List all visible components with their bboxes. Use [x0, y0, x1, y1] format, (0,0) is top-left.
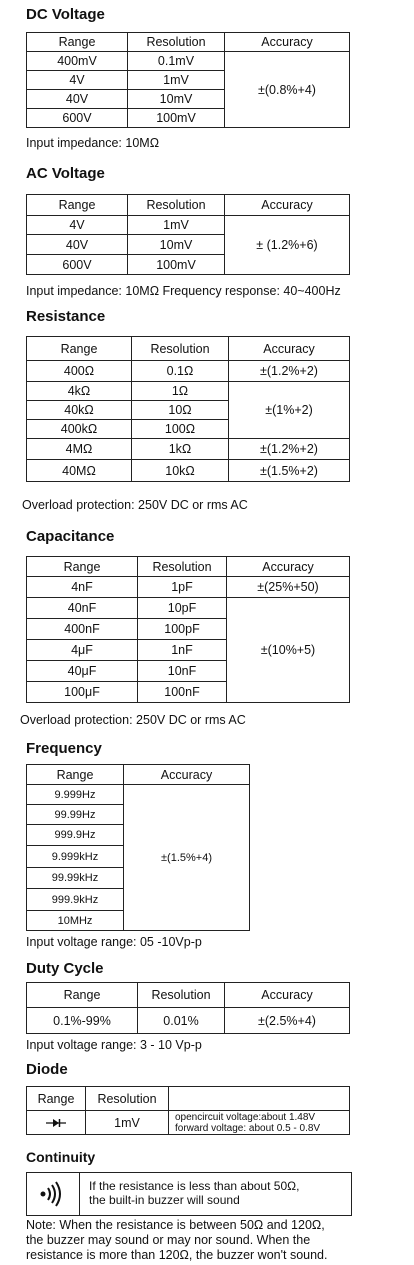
- table-cell: 10kΩ: [132, 460, 229, 482]
- table-cell: 4V: [27, 71, 128, 90]
- table-cell: 40μF: [27, 661, 138, 682]
- dc-voltage-table: [26, 32, 350, 128]
- table-cell: 10pF: [138, 598, 227, 619]
- table-cell: 4V: [27, 216, 128, 235]
- continuity-note: [26, 1218, 327, 1263]
- table-cell: 100mV: [128, 109, 225, 128]
- table-cell: 9.999kHz: [27, 846, 124, 868]
- accuracy-cell: ±(1.5%+2): [229, 460, 350, 482]
- table-cell: 4MΩ: [27, 439, 132, 460]
- table-cell: 1mV: [128, 216, 225, 235]
- table-cell: 4kΩ: [27, 382, 132, 401]
- accuracy-cell: ±(1.2%+2): [229, 361, 350, 382]
- table-cell: 99.99kHz: [27, 868, 124, 889]
- header-resolution: Resolution: [128, 33, 225, 52]
- duty-cycle-title: Duty Cycle: [26, 960, 104, 977]
- continuity-line-2: the built-in buzzer will sound: [89, 1193, 240, 1207]
- header-range: Range: [27, 337, 132, 361]
- table-cell: 9.999Hz: [27, 785, 124, 805]
- table-cell: 1mV: [128, 71, 225, 90]
- header-range: Range: [27, 765, 124, 785]
- table-cell: 40MΩ: [27, 460, 132, 482]
- frequency-note: Input voltage range: 05 -10Vp-p: [26, 935, 202, 949]
- table-cell: 0.1mV: [128, 52, 225, 71]
- resistance-note: Overload protection: 250V DC or rms AC: [22, 498, 248, 512]
- table-cell: 10nF: [138, 661, 227, 682]
- ac-voltage-title: AC Voltage: [26, 165, 105, 182]
- diode-icon: [27, 1111, 86, 1135]
- table-cell: 100Ω: [132, 420, 229, 439]
- header-accuracy: Accuracy: [229, 337, 350, 361]
- dc-voltage-note: Input impedance: 10MΩ: [26, 136, 160, 150]
- table-cell: 100μF: [27, 682, 138, 703]
- header-resolution: Resolution: [138, 983, 225, 1008]
- table-cell: 10mV: [128, 90, 225, 109]
- ac-voltage-note: Input impedance: 10MΩ Frequency response: 40~400Hz: [26, 284, 341, 298]
- duty-cycle-table: [26, 982, 350, 1034]
- table-cell: 1mV: [86, 1111, 169, 1135]
- buzzer-icon: [27, 1173, 80, 1215]
- table-cell: 400Ω: [27, 361, 132, 382]
- accuracy-cell: ±(1.2%+2): [229, 439, 350, 460]
- table-cell: 0.1%-99%: [27, 1008, 138, 1034]
- table-cell: 999.9kHz: [27, 889, 124, 911]
- header-accuracy: Accuracy: [124, 765, 250, 785]
- continuity-box: [26, 1172, 352, 1216]
- empty-header-cell: [169, 1087, 350, 1111]
- forward-voltage: forward voltage: about 0.5 - 0.8V: [175, 1122, 321, 1134]
- header-accuracy: Accuracy: [225, 33, 350, 52]
- table-cell: 10mV: [128, 235, 225, 255]
- diode-title: Diode: [26, 1061, 68, 1078]
- accuracy-cell: ±(2.5%+4): [225, 1008, 350, 1034]
- continuity-line-1: If the resistance is less than about 50Ω,: [89, 1179, 300, 1193]
- resistance-table: [26, 336, 350, 482]
- header-accuracy: Accuracy: [225, 983, 350, 1008]
- table-cell: 1pF: [138, 577, 227, 598]
- table-cell: 100nF: [138, 682, 227, 703]
- dc-voltage-title: DC Voltage: [26, 6, 105, 23]
- frequency-title: Frequency: [26, 740, 102, 757]
- header-range: Range: [27, 33, 128, 52]
- accuracy-cell: ±(0.8%+4): [225, 52, 350, 128]
- accuracy-cell: ± (1.2%+6): [225, 216, 350, 275]
- table-cell: 100pF: [138, 619, 227, 640]
- note-line-2: the buzzer may sound or may nor sound. When the: [26, 1233, 311, 1247]
- header-range: Range: [27, 983, 138, 1008]
- table-cell: 99.99Hz: [27, 805, 124, 825]
- frequency-table: [26, 764, 250, 931]
- table-cell: 400nF: [27, 619, 138, 640]
- note-line-1: Note: When the resistance is between 50Ω and 120Ω,: [26, 1218, 325, 1232]
- header-resolution: Resolution: [138, 557, 227, 577]
- table-cell: 400kΩ: [27, 420, 132, 439]
- table-cell: 40nF: [27, 598, 138, 619]
- table-cell: 600V: [27, 255, 128, 275]
- diode-table: [26, 1086, 350, 1135]
- resistance-title: Resistance: [26, 308, 106, 325]
- note-line-3: resistance is more than 120Ω, the buzzer won't sound.: [26, 1248, 328, 1262]
- table-cell: 4μF: [27, 640, 138, 661]
- table-cell: 1kΩ: [132, 439, 229, 460]
- accuracy-cell: ±(1.5%+4): [124, 785, 250, 931]
- table-cell: 10Ω: [132, 401, 229, 420]
- table-cell: 999.9Hz: [27, 825, 124, 846]
- header-accuracy: Accuracy: [227, 557, 350, 577]
- table-cell: 40V: [27, 90, 128, 109]
- table-cell: 10MHz: [27, 911, 124, 931]
- table-cell: 40kΩ: [27, 401, 132, 420]
- table-cell: 0.1Ω: [132, 361, 229, 382]
- ac-voltage-table: [26, 194, 350, 275]
- header-resolution: Resolution: [86, 1087, 169, 1111]
- continuity-title: Continuity: [26, 1149, 96, 1165]
- header-accuracy: Accuracy: [225, 195, 350, 216]
- header-range: Range: [27, 557, 138, 577]
- open-circuit-voltage: opencircuit voltage:about 1.48V: [175, 1111, 316, 1123]
- capacitance-note: Overload protection: 250V DC or rms AC: [20, 713, 246, 727]
- table-cell: 40V: [27, 235, 128, 255]
- table-cell: 1nF: [138, 640, 227, 661]
- accuracy-cell: ±(25%+50): [227, 577, 350, 598]
- table-cell: 600V: [27, 109, 128, 128]
- accuracy-cell: ±(10%+5): [227, 598, 350, 703]
- header-resolution: Resolution: [128, 195, 225, 216]
- table-cell: 100mV: [128, 255, 225, 275]
- table-cell: 400mV: [27, 52, 128, 71]
- table-cell: 0.01%: [138, 1008, 225, 1034]
- accuracy-cell: ±(1%+2): [229, 382, 350, 439]
- header-range: Range: [27, 1087, 86, 1111]
- header-range: Range: [27, 195, 128, 216]
- table-cell: 4nF: [27, 577, 138, 598]
- table-cell: 1Ω: [132, 382, 229, 401]
- header-resolution: Resolution: [132, 337, 229, 361]
- capacitance-title: Capacitance: [26, 528, 115, 545]
- capacitance-table: [26, 556, 350, 703]
- diode-spec-cell: [169, 1111, 350, 1135]
- duty-cycle-note: Input voltage range: 3 - 10 Vp-p: [26, 1038, 202, 1052]
